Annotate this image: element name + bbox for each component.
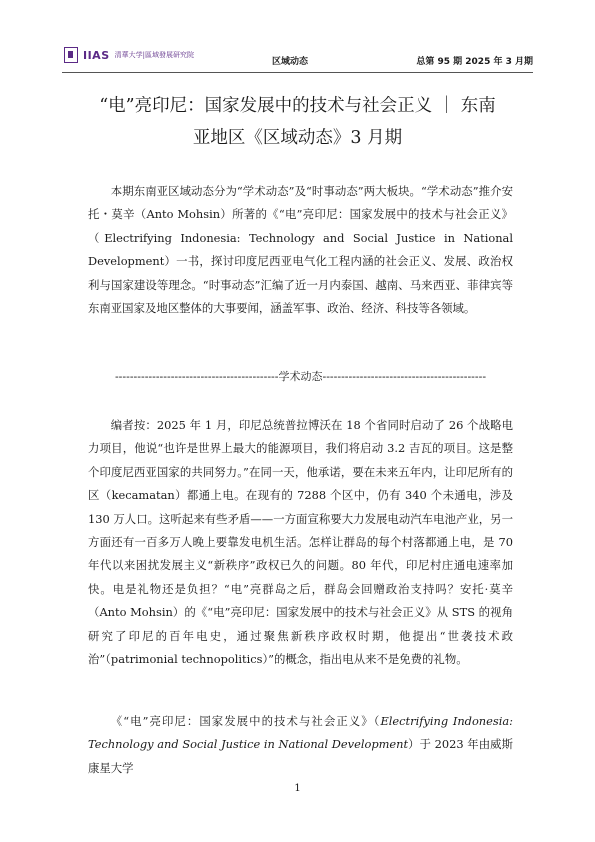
title-line-2: 亚地区《区域动态》3 月期 <box>192 128 403 148</box>
body-prefix: 《“电”亮印尼：国家发展中的技术与社会正义》（ <box>110 714 381 728</box>
logo-text: IIAS <box>83 48 110 62</box>
logo-subtitle: 清華大学|區域發展研究院 <box>114 51 194 59</box>
document-title <box>62 90 533 154</box>
page-number: 1 <box>294 783 301 794</box>
editor-note-paragraph: 编者按：2025 年 1 月，印尼总统普拉博沃在 18 个省同时启动了 26 个战略电力项目，他说“也许是世界上最大的能源项目，我们将启动 3.2 吉瓦的项目。这是整个印度尼西亚国家的共同努力。”在同一天，他承诺，要在未来五年内，让印尼所有的区（kecamatan）都通上电。在现有的 7288 个区中，仍有 340 个未通电，涉及 130 万人口。这听起来有些矛盾——一方面宣称要大力发展电动汽车电池产业，另一方面还有一百多万人晚上要靠发电机生活。怎样让群岛的每个村落都通上电，是 70 年代以来困扰发展主义“新秩序”政权已久的问题。80 年代，印尼村庄通电速率加快。电是礼物还是负担？“电”亮群岛之后，群岛会回赠政治支持吗？安托·莫辛（Anto Mohsin）的《“电”亮印尼：国家发展中的技术与社会正义》从 STS 的视角研究了印尼的百年电史，通过聚焦新秩序政权时期，他提出“世袭技术政治”（patrimonial technopolitics）”的概念，指出电从来不是免费的礼物。 <box>88 418 513 667</box>
page-header <box>62 44 533 73</box>
body-paragraph <box>88 710 513 780</box>
title-line-1: “电”亮印尼：国家发展中的技术与社会正义 ｜ 东南 <box>99 96 496 116</box>
section-label: 区域动态 <box>272 57 309 67</box>
iias-logo-mark-icon <box>64 47 78 63</box>
intro-paragraph: 本期东南亚区域动态分为“学术动态”及“时事动态”两大板块。“学术动态”推介安托・莫辛（Anto Mohsin）所著的《“电”亮印尼：国家发展中的技术与社会正义》（Electrifying Indonesia: Technology and Social Justice in National Development）一书，探讨印度尼西亚电气化工程内涵的社会正义、发展、政治权利与国家建设等理念。“时事动态”汇编了近一月内泰国、越南、马来西亚、菲律宾等东南亚国家及地区整体的大事要闻，涵盖军事、政治、经济、科技等各领域。 <box>88 184 513 316</box>
iias-logo <box>64 47 194 63</box>
body-suffix: ）于 2023 年由威斯康星大学 <box>88 737 513 775</box>
section-divider-academic: --------------------------------------------学术动态-------------------------------------------- <box>114 370 487 383</box>
book-title-italic: Electrifying Indonesia: Technology and Social Justice in National Development <box>88 714 513 752</box>
issue-label: 总第 95 期 2025 年 3 月期 <box>416 57 533 67</box>
